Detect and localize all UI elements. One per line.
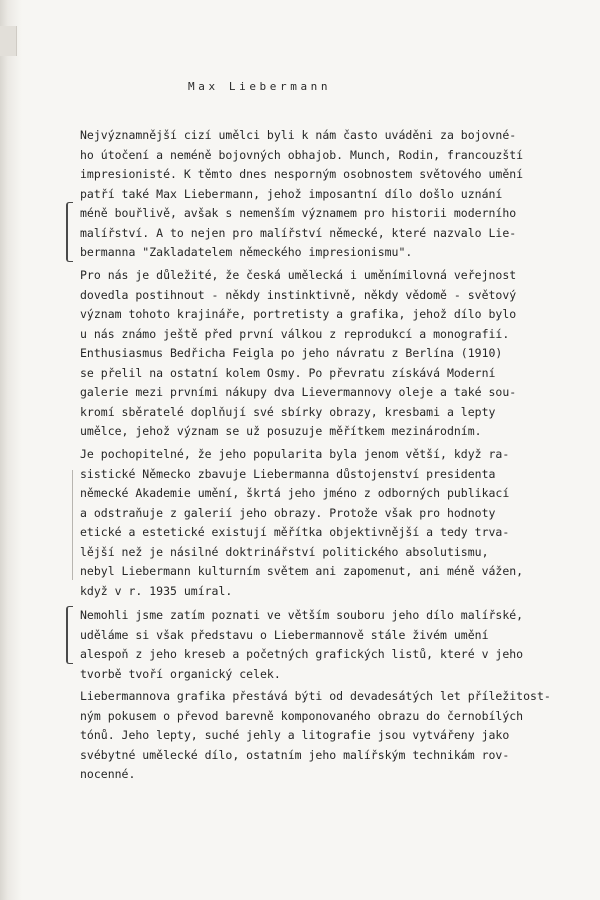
text-line: význam tohoto krajináře, portretisty a grafika, jehož dílo bylo [80,307,517,321]
margin-bracket-mark [66,606,73,664]
text-line: méně bouřlivě, avšak s nemenším významem pro historii moderního [80,206,517,220]
text-line: galerie mezi prvními nákupy dva Lievermannovy oleje a také sou- [80,385,517,399]
margin-pencil-line [72,470,73,580]
text-line: kromí sběratelé doplňují své sbírky obrazy, kresbami a lepty [80,404,496,419]
text-line: dovedla postihnout - někdy instinktivně, někdy vědomě - světový [80,287,517,302]
text-line: umělce, jehož význam se už posuzuje měřítkem mezinárodním. [80,424,482,438]
text-line: tónů. Jeho lepty, suché jehly a litografie jsou vytvářeny jako [80,728,510,742]
paragraph-1 [80,126,580,263]
margin-bracket-mark [66,202,73,262]
text-line: nebyl Liebermann kulturním světem ani zapomenut, ani méně vážen, [80,564,524,578]
text-line: Nejvýznamnější cizí umělci byli k nám často uváděni za bojovné- [80,128,517,142]
text-line: tvorbě tvoří organický celek. [80,666,281,681]
paragraph-3 [80,445,580,601]
text-line: u nás známo ještě před první válkou z reprodukcí a monografií. [80,326,510,341]
text-line: ným pokusem o převod barevně komponovaného obrazu do černobílých [80,708,524,723]
torn-corner [0,26,17,56]
text-line: ho útočení a neméně bojovných obhajob. Munch, Rodin, francouzští [80,147,524,162]
text-line: Liebermannova grafika přestává býti od devadesátých let příležitost- [80,689,551,703]
text-line: a odstraňuje z galerií jeho obrazy. Protože však pro hodnoty [80,505,496,520]
text-line: se přelil na ostatní kolem Osmy. Po převratu získává Moderní [80,365,496,380]
text-line: Enthusiasmus Bedřicha Feigla po jeho návratu z Berlína (1910) [80,346,503,360]
text-line: impresionisté. K těmto dnes nesporným osobnostem světového umění [80,167,524,181]
text-line: Nemohli jsme zatím poznati ve větším souboru jeho dílo malířské, [80,608,524,622]
text-line: sistické Německo zbavuje Liebermanna důstojenství presidenta [80,466,496,481]
text-line: malířství. A to nejen pro malířství německé, které nazvalo Lie- [80,225,517,240]
text-line: lější než je násilné doktrinářství politického absolutismu, [80,544,489,559]
paragraph-2 [80,266,580,442]
text-line: německé Akademie umění, škrtá jeho jméno z odborných publikací [80,486,510,500]
paragraph-4 [80,606,580,684]
text-line: alespoň z jeho kreseb a početných grafických listů, které v jeho [80,647,524,661]
text-line: Pro nás je důležité, že česká umělecká i uměnímilovná veřejnost [80,268,517,282]
page-title: Max Liebermann [188,80,332,93]
page-edge-shadow [0,0,22,900]
text-line: etické a estetické existují měřítka objektivnější a tedy trva- [80,525,510,539]
text-line: uděláme si však představu o Liebermannově stále živém umění [80,627,489,642]
text-line: nocenné. [80,767,136,781]
text-line: svébytné umělecké dílo, ostatním jeho malířským technikám rov- [80,747,510,762]
text-line: Je pochopitelné, že jeho popularita byla jenom větší, když ra- [80,447,510,461]
paragraph-5 [80,687,580,785]
text-line: když v r. 1935 umíral. [80,583,233,598]
text-line: bermanna "Zakladatelem německého impresionismu". [80,245,413,259]
text-line: patří také Max Liebermann, jehož imposantní dílo došlo uznání [80,186,503,201]
